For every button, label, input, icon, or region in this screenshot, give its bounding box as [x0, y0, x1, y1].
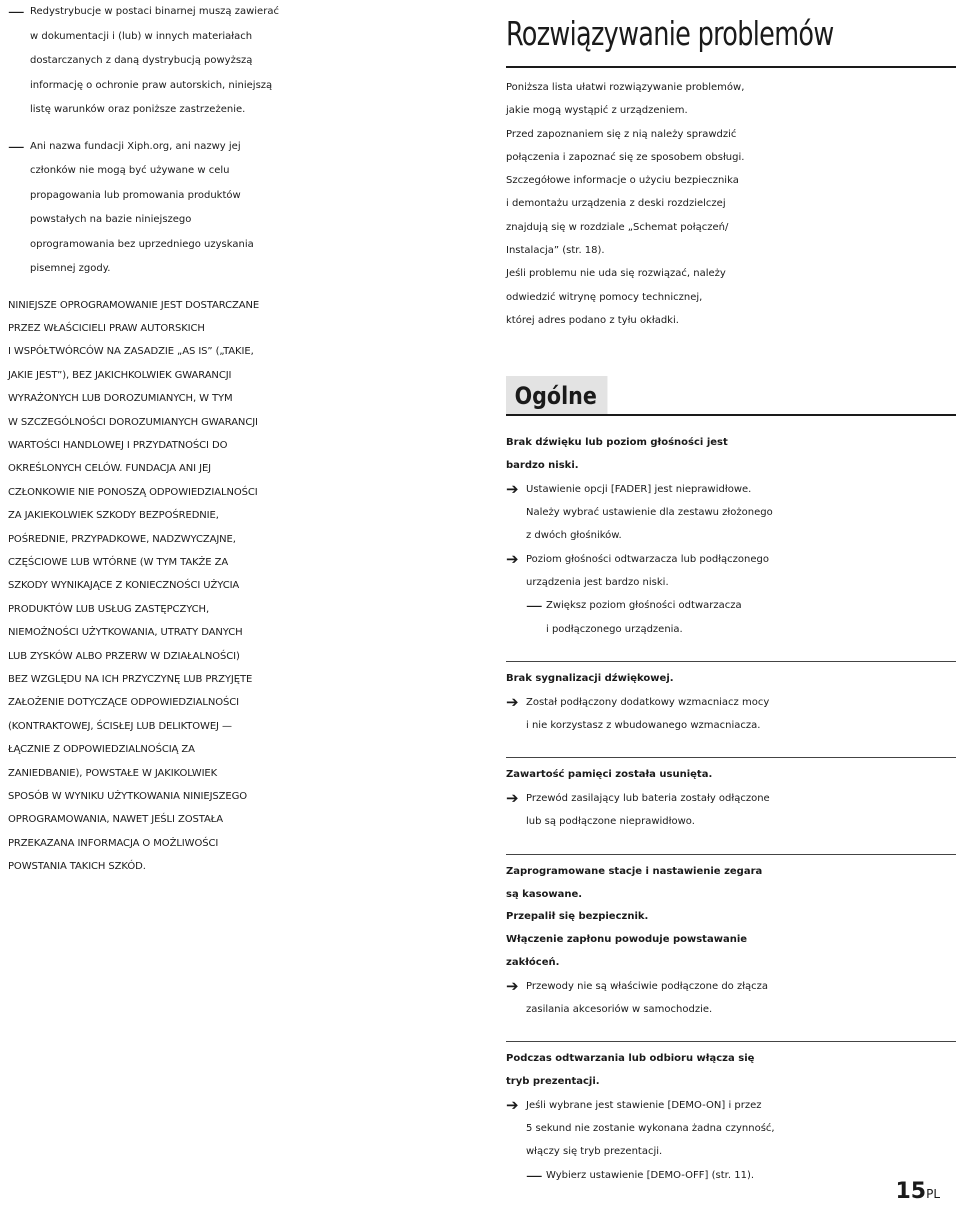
disclaimer-line: SPOSÓB W WYNIKU UŻYTKOWANIA NINIEJSZEGO: [8, 791, 248, 803]
solution-line: zasilania akcesoriów w samochodzie.: [526, 1004, 713, 1015]
disclaimer-line: PRODUKTÓW LUB USŁUG ZASTĘPCZYCH,: [8, 603, 210, 615]
disclaimer-line: ŁĄCZNIE Z ODPOWIEDZIALNOŚCIĄ ZA: [8, 744, 195, 756]
solution-line: włączy się tryb prezentacji.: [526, 1146, 663, 1158]
text-line: informację o ochronie praw autorskich, niniejszą: [30, 79, 273, 91]
disclaimer-line: LUB ZYSKÓW ALBO PRZERW W DZIAŁALNOŚCI): [8, 650, 240, 662]
intro-line: Szczegółowe informacje o użyciu bezpiecznika: [506, 175, 739, 187]
intro-line: której adres podano z tyłu okładki.: [506, 314, 679, 326]
disclaimer-line: NIEMOŻNOŚCI UŻYTKOWANIA, UTRATY DANYCH: [8, 627, 243, 639]
title-rule: [506, 66, 956, 68]
sub-solution: [526, 1164, 956, 1187]
disclaimer-line: ZAŁOŻENIE DOTYCZĄCE ODPOWIEDZIALNOŚCI: [8, 697, 239, 709]
solution-item: [506, 691, 956, 738]
disclaimer-line: I WSPÓŁTWÓRCÓW NA ZASADZIE „AS IS” („TAKIE,: [8, 346, 254, 358]
license-condition-binary: [8, 0, 478, 123]
problem-divider: [506, 661, 956, 662]
disclaimer-line: WARTOŚCI HANDLOWEJ I PRZYDATNOŚCI DO: [8, 439, 228, 451]
sub-solution: [526, 594, 956, 641]
right-column: [506, 0, 956, 1187]
disclaimer-line: NINIEJSZE OPROGRAMOWANIE JEST DOSTARCZANE: [8, 299, 260, 311]
text-line: powstałych na bazie niniejszego: [30, 214, 192, 225]
solution-line: Poziom głośności odtwarzacza lub podłączonego: [526, 553, 769, 565]
problem-divider: [506, 757, 956, 758]
problem-heading: [506, 668, 956, 691]
heading-line: Podczas odtwarzania lub odbioru włącza się: [506, 1053, 755, 1065]
solution-line: Przewody nie są właściwie podłączone do złącza: [526, 980, 769, 992]
license-condition-text: [30, 135, 478, 282]
intro-line: odwiedzić witrynę pomocy technicznej,: [506, 291, 703, 303]
text-line: dostarczanych z daną dystrybucją powyższą: [30, 55, 253, 66]
solution-item: [506, 478, 956, 548]
heading-line: Przepalił się bezpiecznik.: [506, 911, 649, 923]
heading-line: Zaprogramowane stacje i nastawienie zegara: [506, 865, 763, 877]
arrow-icon: ➔: [506, 976, 519, 995]
heading-line: Brak sygnalizacji dźwiękowej.: [506, 672, 674, 684]
page-number: 15PL: [895, 1179, 940, 1204]
intro-paragraph: [506, 76, 956, 332]
warranty-disclaimer: [8, 294, 478, 879]
license-condition-name: [8, 135, 478, 282]
problem-divider: [506, 1041, 956, 1042]
intro-line: jakie mogą wystąpić z urządzeniem.: [506, 105, 688, 117]
heading-line: Brak dźwięku lub poziom głośności jest: [506, 437, 728, 449]
sub-solution-line: Zwiększ poziom głośności odtwarzacza: [546, 600, 742, 612]
heading-line: tryb prezentacji.: [506, 1076, 600, 1088]
problem-heading: [506, 764, 956, 787]
text-line: oprogramowania bez uprzedniego uzyskania: [30, 238, 254, 250]
section-heading: Ogólne: [506, 376, 607, 414]
dash-icon: —: [8, 2, 25, 21]
sub-solution-line: Wybierz ustawienie [DEMO-OFF] (str. 11).: [546, 1169, 755, 1181]
section-rule: [506, 414, 956, 416]
text-line: pisemnej zgody.: [30, 263, 111, 274]
problem-item: [506, 757, 956, 833]
problem-heading: [506, 432, 956, 478]
disclaimer-line: (KONTRAKTOWEJ, ŚCISŁEJ LUB DELIKTOWEJ —: [8, 720, 232, 732]
disclaimer-line: POWSTANIA TAKICH SZKÓD.: [8, 861, 146, 873]
disclaimer-line: CZĘŚCIOWE LUB WTÓRNE (W TYM TAKŻE ZA: [8, 556, 229, 568]
problem-heading: [506, 1048, 956, 1094]
intro-line: Przed zapoznaniem się z nią należy sprawdzić: [506, 128, 737, 140]
text-line: listę warunków oraz poniższe zastrzeżenie.: [30, 104, 246, 115]
heading-line: są kasowane.: [506, 888, 583, 900]
solution-line: Przewód zasilający lub bateria zostały odłączone: [526, 793, 770, 805]
disclaimer-line: CZŁONKOWIE NIE PONOSZĄ ODPOWIEDZIALNOŚCI: [8, 486, 258, 498]
heading-line: Zawartość pamięci została usunięta.: [506, 769, 713, 781]
problem-list: [506, 432, 956, 1187]
dash-icon: —: [526, 1165, 543, 1185]
problem-item: [506, 661, 956, 737]
disclaimer-line: BEZ WZGLĘDU NA ICH PRZYCZYNĘ LUB PRZYJĘTE: [8, 674, 253, 685]
arrow-icon: ➔: [506, 479, 519, 498]
solution-item: [506, 548, 956, 641]
intro-line: połączenia i zapoznać się ze sposobem obsługi.: [506, 151, 745, 163]
arrow-icon: ➔: [506, 549, 519, 568]
disclaimer-line: PRZEKAZANA INFORMACJA O MOŻLIWOŚCI: [8, 837, 219, 849]
solution-line: Należy wybrać ustawienie dla zestawu złożonego: [526, 507, 773, 519]
text-line: w dokumentacji i (lub) w innych materiałach: [30, 30, 253, 42]
heading-line: Włączenie zapłonu powoduje powstawanie: [506, 934, 748, 946]
text-line: członków nie mogą być używane w celu: [30, 165, 230, 176]
problem-divider: [506, 854, 956, 855]
dash-icon: —: [526, 596, 543, 616]
heading-line: zakłóceń.: [506, 956, 560, 968]
arrow-icon: ➔: [506, 789, 519, 808]
dash-icon: —: [8, 136, 25, 156]
intro-line: Poniższa lista ułatwi rozwiązywanie problemów,: [506, 82, 745, 93]
text-line: Ani nazwa fundacji Xiph.org, ani nazwy jej: [30, 140, 241, 152]
intro-line: Instalacja” (str. 18).: [506, 245, 605, 257]
solution-line: z dwóch głośników.: [526, 530, 622, 542]
disclaimer-line: POŚREDNIE, PRZYPADKOWE, NADZWYCZAJNE,: [8, 533, 236, 545]
solution-line: lub są podłączone nieprawidłowo.: [526, 816, 695, 828]
disclaimer-line: OKREŚLONYCH CELÓW. FUNDACJA ANI JEJ: [8, 463, 212, 475]
problem-item: [506, 854, 956, 1022]
intro-line: znajdują się w rozdziale „Schemat połączeń/: [506, 221, 729, 233]
page-title: Rozwiązywanie problemów: [506, 14, 834, 53]
text-line: propagowania lub promowania produktów: [30, 189, 241, 201]
solution-item: [506, 787, 956, 834]
intro-line: Jeśli problemu nie uda się rozwiązać, należy: [506, 268, 726, 280]
disclaimer-line: ZA JAKIEKOLWIEK SZKODY BEZPOŚREDNIE,: [8, 510, 219, 522]
sub-solution-line: i podłączonego urządzenia.: [546, 623, 683, 635]
disclaimer-line: JAKIE JEST”), BEZ JAKICHKOLWIEK GWARANCJI: [8, 369, 232, 381]
text-line: Redystrybucje w postaci binarnej muszą zawierać: [30, 6, 279, 17]
disclaimer-line: PRZEZ WŁAŚCICIELI PRAW AUTORSKICH: [8, 322, 205, 334]
solution-line: Ustawienie opcji [FADER] jest nieprawidłowe.: [526, 483, 752, 495]
disclaimer-line: SZKODY WYNIKAJĄCE Z KONIECZNOŚCI UŻYCIA: [8, 580, 240, 592]
solution-line: 5 sekund nie zostanie wykonana żadna czynność,: [526, 1123, 775, 1135]
disclaimer-line: WYRAŻONYCH LUB DOROZUMIANYCH, W TYM: [8, 393, 233, 405]
disclaimer-line: ZANIEDBANIE), POWSTAŁE W JAKIKOLWIEK: [8, 767, 218, 779]
left-column: [8, 0, 478, 879]
arrow-icon: ➔: [506, 1095, 519, 1114]
solution-item: [506, 1094, 956, 1187]
problem-item: [506, 432, 956, 641]
problem-heading: [506, 861, 956, 975]
solution-line: Jeśli wybrane jest stawienie [DEMO-ON] i przez: [526, 1099, 762, 1111]
intro-line: i demontażu urządzenia z deski rozdzielczej: [506, 198, 726, 210]
arrow-icon: ➔: [506, 692, 519, 711]
solution-line: Został podłączony dodatkowy wzmacniacz mocy: [526, 696, 770, 708]
disclaimer-line: W SZCZEGÓLNOŚCI DOROZUMIANYCH GWARANCJI: [8, 416, 258, 428]
solution-line: urządzenia jest bardzo niski.: [526, 577, 669, 589]
license-condition-text: [30, 0, 478, 123]
disclaimer-line: OPROGRAMOWANIA, NAWET JEŚLI ZOSTAŁA: [8, 814, 223, 826]
heading-line: bardzo niski.: [506, 460, 579, 472]
solution-item: [506, 975, 956, 1022]
solution-line: i nie korzystasz z wbudowanego wzmacniacza.: [526, 720, 761, 732]
problem-item: [506, 1041, 956, 1187]
